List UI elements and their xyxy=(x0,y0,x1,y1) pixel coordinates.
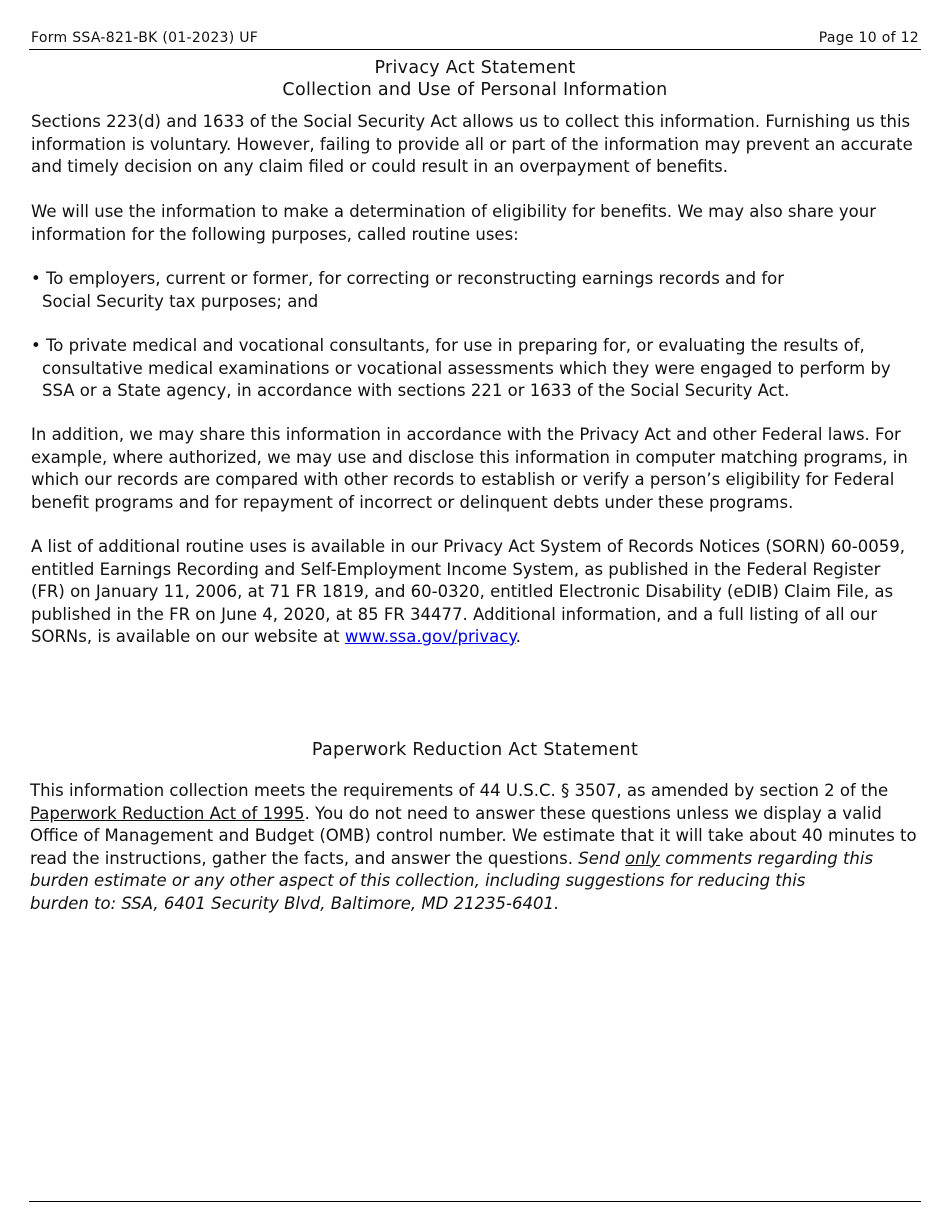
text-line: A list of additional routine uses is available in our Privacy Act System of Records Notices (SORN) 60-0059, xyxy=(31,537,905,556)
text-line: (FR) on January 11, 2006, at 71 FR 1819, and 60-0320, entitled Electronic Disability (eDIB) Claim File, as xyxy=(31,582,894,601)
bullet-line: • To employers, current or former, for correcting or reconstructing earnings records and for xyxy=(31,269,785,288)
text-line xyxy=(30,848,925,871)
text-line: burden estimate or any other aspect of this collection, including suggestions for reducing this xyxy=(30,871,806,890)
footer-divider xyxy=(29,1201,921,1202)
text-line: entitled Earnings Recording and Self-Employment Income System, as published in the Federal Register xyxy=(31,559,881,579)
text-line: We will use the information to make a determination of eligibility for benefits. We may also share your xyxy=(31,202,877,221)
privacy-paragraph-authority xyxy=(31,111,926,179)
text-line: benefit programs and for repayment of incorrect or delinquent debts under these programs. xyxy=(31,492,794,512)
text-fragment: Send xyxy=(578,848,626,868)
privacy-paragraph-sorn xyxy=(31,536,926,649)
page-header xyxy=(29,29,921,50)
page-number: Page 10 of 12 xyxy=(818,30,919,46)
text-fragment: . You do not need to answer these questions unless we display a valid xyxy=(304,803,882,823)
privacy-act-subtitle: Collection and Use of Personal Information xyxy=(282,80,668,100)
emphasis-only: only xyxy=(625,848,660,868)
bullet-line: SSA or a State agency, in accordance with sections 221 or 1633 of the Social Security Act. xyxy=(42,381,790,400)
privacy-paragraph-sharing xyxy=(31,424,926,514)
text-line xyxy=(30,803,925,826)
text-line: which our records are compared with other records to establish or verify a person’s eligibility for Federal xyxy=(31,470,895,489)
text-line: published in the FR on June 4, 2020, at 85 FR 34477. Additional information, and a full listing of all our xyxy=(31,604,878,624)
text-line: and timely decision on any claim filed or could result in an overpayment of benefits. xyxy=(31,157,729,176)
text-line: Office of Management and Budget (OMB) control number. We estimate that it will take about 40 minutes to xyxy=(30,826,917,845)
bullet-line: • To private medical and vocational consultants, for use in preparing for, or evaluating the results of, xyxy=(31,336,865,355)
bullet-line: Social Security tax purposes; and xyxy=(42,291,319,311)
text-line: This information collection meets the requirements of 44 U.S.C. § 3507, as amended by section 2 of the xyxy=(30,781,889,800)
text-line: In addition, we may share this information in accordance with the Privacy Act and other Federal laws. For xyxy=(31,425,901,444)
privacy-act-title: Privacy Act Statement xyxy=(374,58,576,78)
text-line: information is voluntary. However, failing to provide all or part of the information may prevent an accurate xyxy=(31,134,913,154)
paperwork-reduction-title: Paperwork Reduction Act Statement xyxy=(311,740,639,760)
text-fragment: read the instructions, gather the facts, and answer the questions. xyxy=(30,848,579,868)
text-line: burden to: SSA, 6401 Security Blvd, Baltimore, MD 21235-6401. xyxy=(30,893,560,913)
text-line: information for the following purposes, called routine uses: xyxy=(31,224,519,244)
text-fragment: comments regarding this xyxy=(659,848,874,868)
paperwork-paragraph xyxy=(30,780,925,915)
text-fragment: . xyxy=(515,627,521,646)
act-reference: Paperwork Reduction Act of 1995 xyxy=(30,803,305,823)
privacy-website-link[interactable]: www.ssa.gov/privacy xyxy=(344,627,516,646)
routine-use-bullet-employers xyxy=(31,268,926,313)
privacy-paragraph-uses xyxy=(31,201,926,246)
bullet-line: consultative medical examinations or vocational assessments which they were engaged to perform by xyxy=(42,358,891,378)
text-line: Sections 223(d) and 1633 of the Social Security Act allows us to collect this information. Furnishing us this xyxy=(31,112,911,131)
text-line: example, where authorized, we may use and disclose this information in computer matching programs, in xyxy=(31,447,908,467)
text-line xyxy=(31,626,926,649)
routine-use-bullet-consultants xyxy=(31,335,926,403)
text-fragment: SORNs, is available on our website at xyxy=(31,627,345,646)
form-id: Form SSA-821-BK (01-2023) UF xyxy=(31,30,259,46)
